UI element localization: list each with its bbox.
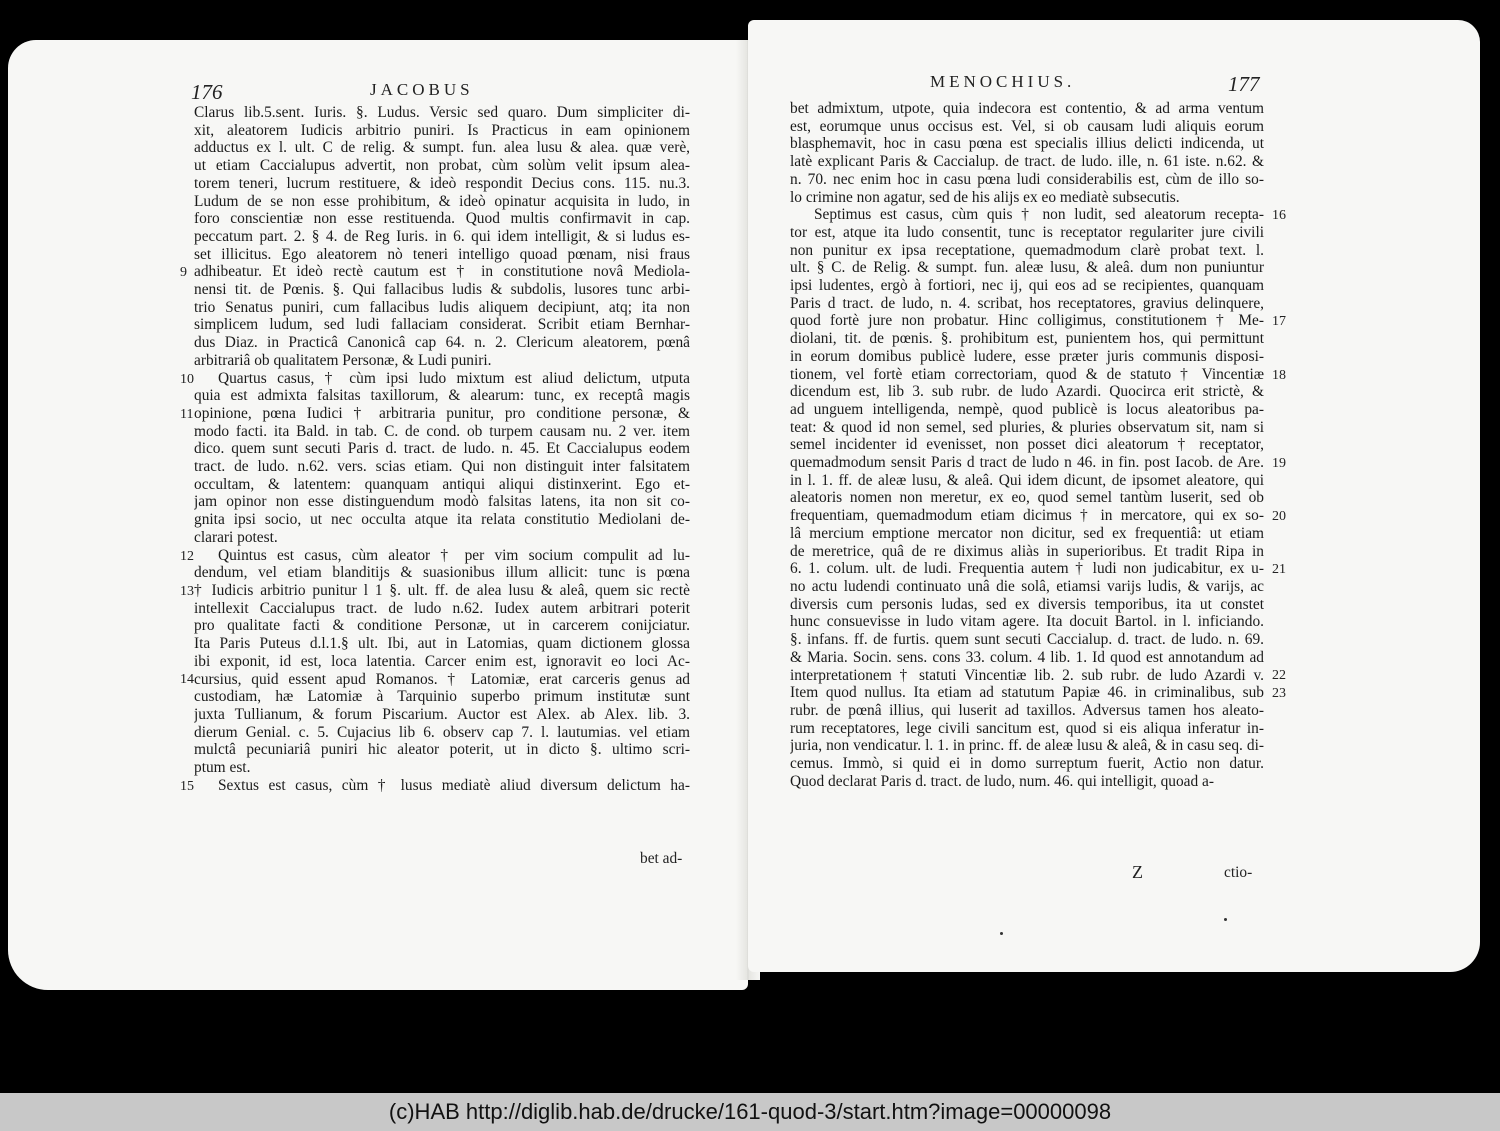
- margin-number: 14: [180, 672, 194, 688]
- text-line: clarari potest.: [194, 528, 278, 546]
- text-line: non punitur ex ipsa receptatione, quemadmodum clarè probat text. l.: [790, 241, 1264, 259]
- text-line: diolani, tit. de pœnis. §. prohibitum est, punientem hos, qui permittunt: [790, 330, 1264, 348]
- text-line: pro qualitate facti & conditione Personæ, ut in carcerem conijciatur.: [194, 617, 690, 635]
- text-line: simplicem ludum, sed ludi fallaciam considerat. Scribit etiam Bernhar-: [194, 316, 690, 334]
- text-line: & Maria. Socin. sens. cons 33. colum. 4 lib. 1. Id quod est annotandum ad: [790, 648, 1264, 666]
- text-line: dico. quem sunt secuti Paris d. tract. de ludo. n. 45. Et Caccialupus eodem: [194, 440, 690, 458]
- text-line: §. infans. ff. de furtis. quem sunt secuti Caccialup. d. tract. de ludo. n. 69.: [790, 631, 1264, 649]
- text-line: trio Senatus puniri, cum fallacibus ludis aliquem decipiunt, atq; ita non: [194, 298, 690, 316]
- text-line: rum receptatores, lege civili sancitum est, quod si eis aliqua inferatur in-: [790, 719, 1264, 737]
- text-line: custodiam, hæ Latomiæ à Tarquinio superbo primum institutæ sunt: [194, 688, 690, 706]
- text-line: adhibeatur. Et ideò rectè cautum est † in constitutione novâ Mediola-: [194, 263, 690, 281]
- text-line: bet admixtum, utpote, quia indecora est contentio, & ad arma ventum: [790, 100, 1264, 117]
- margin-number: 19: [1272, 456, 1286, 471]
- signature-mark: Z: [1132, 862, 1143, 882]
- text-line: peccatum part. 2. § 4. de Reg Iuris. in 6. qui idem intelligit, & si ludus es-: [194, 227, 690, 245]
- left-page: [8, 40, 748, 990]
- right-page: [748, 20, 1480, 972]
- left-running-head: JACOBUS: [370, 80, 474, 99]
- text-line: Item quod nullus. Ita etiam ad statutum Papiæ 46. in criminalibus, sub: [790, 684, 1264, 702]
- text-line: Ludum de se non esse prohibitum, & ideò opinatur acquisita in ludo, in: [194, 192, 690, 210]
- margin-number: 18: [1272, 367, 1286, 383]
- text-line: juria, non vendicatur. l. 1. in princ. ff. de aleæ lusu & aleâ, & in casu seq. di-: [790, 737, 1264, 755]
- text-line: Septimus est casus, cùm quis † non ludit, sed aleatorum recepta-: [814, 206, 1264, 224]
- margin-number: 10: [180, 371, 194, 387]
- text-line: nensi tit. de Pœnis. §. Qui fallacibus ludis & subdolis, lusores tunc arbi-: [194, 281, 690, 299]
- left-body-text: [194, 104, 690, 794]
- left-catchword: bet ad-: [640, 850, 683, 867]
- text-line: † Iudicis arbitrio punitur l 1 §. ult. ff. de alea lusu & aleâ, quem sic rectè: [194, 581, 690, 599]
- text-line: aleatoris nomen non meretur, ex eo, quod semel tantùm luserit, sed ob: [790, 489, 1264, 507]
- text-line: torem teneri, lucrum restituere, & ideò respondit Decius cons. 115. nu.3.: [194, 174, 690, 192]
- text-line: Quod declarat Paris d. tract. de ludo, num. 46. qui intelligit, quoad a-: [790, 772, 1215, 790]
- margin-number: 11: [180, 406, 194, 422]
- text-line: dendum, vel etiam blanditijs & suasionibus illum allicit: tunc is pœna: [194, 564, 690, 582]
- text-line: jam opinor non esse distinguendum modò falsitas latens, ita non sit co-: [194, 493, 690, 511]
- text-line: Sextus est casus, cùm † lusus mediatè aliud diversum delictum ha-: [218, 776, 690, 794]
- margin-number: 23: [1272, 686, 1286, 702]
- text-line: tor est, atque ita ludo consentit, tunc is receptator regulariter jure civili: [790, 223, 1264, 241]
- text-line: semel incidenter id evenisset, non posset dici aleatorum † receptator,: [790, 436, 1264, 454]
- margin-number: 15: [180, 778, 194, 794]
- text-line: 6. 1. colum. ult. de ludi. Frequentia autem † ludi non judicabitur, ex u-: [790, 560, 1264, 578]
- text-line: Quartus casus, † cùm ipsi ludo mixtum est aliud delictum, utputa: [218, 369, 690, 387]
- margin-number: 17: [1272, 314, 1286, 330]
- text-line: ad unguem intelligenda, nempè, quod publicè is locus aleatoribus pa-: [790, 400, 1264, 418]
- margin-number: 12: [180, 548, 194, 564]
- right-page-number: 177: [1228, 72, 1260, 96]
- text-line: gnita ipsi socio, ut nec occulta atque ita relata constitutio Mediolani de-: [194, 511, 690, 529]
- text-line: in eorum domibus publicè ludere, esse præter juris communis disposi-: [790, 347, 1264, 365]
- text-line: interpretationem † statuti Vincentiæ lib. 2. sub rubr. de ludo Azardi v.: [790, 666, 1264, 684]
- text-line: Ita Paris Puteus d.l.1.§ ult. Ibi, aut in Latomias, quam dictionem glossa: [194, 635, 690, 653]
- text-line: quod fortè jure non probatur. Hinc colligimus, constitutionem † Me-: [790, 312, 1264, 330]
- text-line: cursius, quid essent apud Romanos. † Latomiæ, erat carceris genus ad: [194, 670, 690, 688]
- text-line: ibi exponit, id est, loca latentia. Carcer enim est, ignoravit eo loci Ac-: [194, 652, 690, 670]
- text-line: mulctâ pecuniariâ puniri hic aleator poterit, ut in dicto §. ultimo scri-: [194, 741, 690, 759]
- right-catchword: ctio-: [1224, 864, 1253, 881]
- text-line: cemus. Immò, si quid ei in domo surreptum fuerit, Actio non datur.: [790, 755, 1264, 773]
- text-line: tionem, vel fortè etiam correctoriam, quod & de statuto † Vincentiæ: [790, 365, 1264, 383]
- text-line: ptum est.: [194, 759, 251, 777]
- footer-credit: (c)HAB http://diglib.hab.de/drucke/161-quod-3/start.htm?image=00000098: [0, 1093, 1500, 1131]
- text-line: quemadmodum sensit Paris d tract de ludo n 46. in fin. post Iacob. de Are.: [790, 454, 1264, 472]
- text-line: hunc consuevisse in ludo vitam agere. Ita docuit Bartol. in l. inficiando.: [790, 613, 1264, 631]
- margin-number: 16: [1272, 208, 1286, 224]
- text-line: Paris d tract. de ludo, n. 4. scribat, hos receptatores, gravius delinquere,: [790, 294, 1264, 312]
- text-line: lo crimine non agatur, sed de his alijs ex eo mediatè subsecutis.: [790, 188, 1180, 206]
- text-line: blasphemavit, hoc in casu pœna est specialis illius delicti indicenda, ut: [790, 135, 1264, 153]
- right-body-text: [790, 100, 1264, 790]
- text-line: no actu ludendi continuato unâ die solâ, etiamsi varijs ludis, & varijs, ac: [790, 577, 1264, 595]
- text-line: rubr. de pœnâ illius, qui luserit ad taxillos. Adversus tamen hos aleato-: [790, 701, 1264, 719]
- text-line: tract. de ludo. n.62. vers. scias etiam. Qui non distinguit inter falsitatem: [194, 458, 690, 476]
- text-line: quia est admixta falsitas taxillorum, & alearum: tunc, ex receptâ magis: [194, 387, 690, 405]
- margin-number: 21: [1272, 562, 1286, 578]
- text-line: intellexit Caccialupus tract. de ludo n.62. Iudex autem arbitrari poterit: [194, 599, 690, 617]
- text-line: est, eorumque unus occisus est. Vel, si ob causam ludi aliquis eorum: [790, 117, 1264, 135]
- text-line: opinione, pœna Iudici † arbitraria punitur, pro conditione personæ, &: [194, 404, 690, 422]
- margin-number: 20: [1272, 509, 1286, 525]
- text-line: frequentiam, quemadmodum etiam dicimus † in mercatore, qui ex so-: [790, 507, 1264, 525]
- text-line: dicendum est, lib 3. sub rubr. de ludo Azardi. Quocirca erit strictè, &: [790, 383, 1264, 401]
- text-line: arbitrariâ ob qualitatem Personæ, & Ludi puniri.: [194, 351, 492, 369]
- text-line: Clarus lib.5.sent. Iuris. §. Ludus. Versic sed quaro. Dum simpliciter di-: [194, 104, 690, 121]
- text-line: juxta Tullianum, & forum Piscarium. Auctor est Alex. ab Alex. lib. 3.: [194, 705, 690, 723]
- text-line: xit, aleatorem Iudicis arbitrio puniri. Is Practicus in eam opinionem: [194, 121, 690, 139]
- text-line: lâ mercium emptione mercator non dicitur, sed ex frequentiâ: ut etiam: [790, 524, 1264, 542]
- right-running-head: MENOCHIUS.: [930, 72, 1076, 91]
- text-line: adductus ex l. ult. C de relig. & sumpt. fun. alea lusu & alea. quæ verè,: [194, 139, 690, 157]
- text-line: teat: & quod id non semel, sed pluries, & pluries observatum sit, nam si: [790, 418, 1264, 436]
- ink-speck: [1224, 918, 1227, 921]
- text-line: set illicitus. Ego aleatorem nò teneri intelligo quoad pœnam, nisi fraus: [194, 245, 690, 263]
- text-line: ult. § C. de Relig. & sumpt. fun. aleæ lusu, & aleâ. dum non puniuntur: [790, 259, 1264, 277]
- text-line: ipsi ludentes, ergò à fortiori, nec ij, qui eos ad se recipientes, quanquam: [790, 277, 1264, 295]
- text-line: de meretrice, quâ de re diximus aliàs in superioribus. Et tradit Ripa in: [790, 542, 1264, 560]
- margin-number: 9: [180, 265, 187, 281]
- text-line: latè explicant Paris & Caccialup. de tract. de ludo. ille, n. 61 iste. n.62. &: [790, 153, 1264, 171]
- text-line: ut etiam Caccialupus advertit, non probat, cùm solùm velit ipsum alea-: [194, 157, 690, 175]
- text-line: dierum Genial. c. 5. Cujacius lib 6. observ cap 7. l. lautumias. vel etiam: [194, 723, 690, 741]
- text-line: foro conscientiæ non esse restituenda. Quod multis confirmavit in cap.: [194, 210, 690, 228]
- text-line: occultam, & latentem: quanquam antiqui aliqui distinxerint. Ego et-: [194, 475, 690, 493]
- ink-speck: [1000, 932, 1003, 935]
- margin-number: 22: [1272, 668, 1286, 684]
- text-line: in l. 1. ff. de aleæ lusu, & aleâ. Qui idem dicunt, de ipsomet aleatore, qui: [790, 471, 1264, 489]
- text-line: n. 70. nec enim hoc in casu pœna ludi considerabilis est, cùm de illo so-: [790, 170, 1264, 188]
- left-page-number: 176: [191, 80, 223, 104]
- text-line: dus Diaz. in Practicâ Canonicâ cap 64. n. 2. Clericum aleatorem, pœnâ: [194, 334, 690, 352]
- text-line: Quintus est casus, cùm aleator † per vim socium compulit ad lu-: [218, 546, 690, 564]
- text-line: diversis cum personis ludas, sed ex diversis temporibus, ita ut constet: [790, 595, 1264, 613]
- text-line: modo facti. ita Bald. in tab. C. de cond. ob turpem causam nu. 2 ver. item: [194, 422, 690, 440]
- margin-number: 13: [180, 583, 194, 599]
